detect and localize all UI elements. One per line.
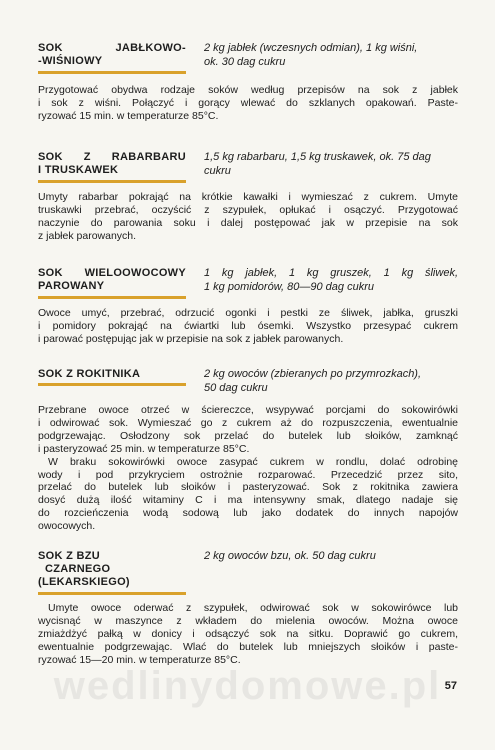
recipe-title (38, 368, 186, 381)
instruction-line: z jabłek parowanych. (38, 229, 137, 242)
recipe-title-line: SOK WIELOOWOCOWY (38, 267, 186, 279)
instruction-line: i odwirować sok. Wymieszać go z cukrem aż do rozpuszczenia, ewentualnie (38, 416, 458, 429)
recipe-title-line: I TRUSKAWEK (38, 164, 119, 176)
instruction-line: Umyte owoce oderwać z szypułek, odwirować sok w sokowirówce lub (48, 602, 458, 614)
instruction-line: truskawki przebrać, oczyścić z szypułek, opłukać i osączyć. Przygotować (38, 203, 458, 216)
instruction-line: owocowych. (38, 520, 96, 533)
recipe-title-line: PAROWANY (38, 280, 105, 292)
title-underline (38, 180, 186, 183)
ingredients (204, 42, 458, 69)
instruction-line: wycisnąć w maszynce z wkładem do mielenia owoców. Można owoce (38, 614, 458, 627)
instruction-line: dosyć dużą ilość witaminy C i ma intensywny smak, dlatego nadaje się (38, 494, 458, 507)
recipe-title-line: SOK Z RABARBARU (38, 151, 186, 163)
instruction-line: Przebrane owoce otrzeć w ściereczce, wsypywać porcjami do sokowirówki (38, 404, 458, 416)
ingredients-line: 1,5 kg rabarbaru, 1,5 kg truskawek, ok. 75 dag (204, 151, 431, 163)
recipe-title-line: SOK JABŁKOWO- (38, 42, 186, 54)
ingredients (204, 550, 458, 564)
ingredients-line: 2 kg owoców (zbieranych po przymrozkach), (204, 368, 422, 380)
instruction-line: Przygotować obydwa rodzaje soków według przepisów na sok z jabłek (38, 84, 458, 96)
instruction-line: ryzować 15—20 min. w temperaturze 85°C. (38, 653, 241, 666)
instruction-line: wody i pod przykryciem ostrożnie rozparować. Przecedzić przez sito, (38, 468, 458, 481)
recipe-instructions (38, 191, 458, 243)
ingredients (204, 151, 458, 178)
instruction-line: ryzować 15 min. w temperaturze 85°C. (38, 109, 219, 122)
page-number: 57 (444, 680, 457, 692)
instruction-line: naczynie do parowania soku i dalej postępować jak w przepisie na sok (38, 216, 458, 229)
recipe-instructions (38, 602, 458, 667)
title-underline (38, 296, 186, 299)
instruction-line: i sok z wiśni. Połączyć i gorący wlewać do szklanych opakowań. Paste- (38, 96, 458, 109)
instruction-line: ewentualnie podgrzewając. Wlać do butelek lub mniejszych słoików i paste- (38, 640, 458, 653)
recipe-instructions (38, 307, 458, 346)
recipe-title-line: CZARNEGO (45, 563, 111, 575)
recipe-title (38, 550, 186, 589)
recipe-title-line: SOK Z ROKITNIKA (38, 368, 141, 380)
title-underline (38, 383, 186, 386)
recipe-title (38, 151, 186, 177)
recipe-instructions (38, 404, 458, 533)
instruction-line: podgrzewając. Osłodzony sok przelać do butelek lub słoików, zamknąć (38, 429, 458, 442)
ingredients (204, 368, 458, 395)
recipe-instructions (38, 84, 458, 123)
title-underline (38, 592, 186, 595)
instruction-line: i parować postępując jak w przepisie na sok z jabłek parowanych. (38, 332, 344, 345)
ingredients-line: 2 kg jabłek (wczesnych odmian), 1 kg wiśni, (204, 42, 418, 54)
instruction-line: zmiażdżyć pałką w donicy i odsączyć sok na sitku. Doprawić go cukrem, (38, 627, 458, 640)
instruction-line: i pomidory pokrająć na ćwiartki lub ósemki. Wszystko przesypać cukrem (38, 319, 458, 332)
instruction-line: Owoce umyć, przebrać, odrzucić ogonki i pestki ze śliwek, jabłka, gruszki (38, 307, 458, 319)
ingredients-line: 50 dag cukru (204, 381, 268, 394)
ingredients-line: 2 kg owoców bzu, ok. 50 dag cukru (204, 550, 376, 562)
ingredients-line: 1 kg pomidorów, 80—90 dag cukru (204, 280, 374, 293)
watermark: wedlinydomowe.pl (53, 664, 442, 708)
ingredients-line: 1 kg jabłek, 1 kg gruszek, 1 kg śliwek, (204, 267, 458, 279)
instruction-line: i pasteryzować 25 min. w temperaturze 85°C. (38, 442, 250, 455)
recipe-title-line: -WIŚNIOWY (38, 55, 103, 67)
ingredients-line: ok. 30 dag cukru (204, 55, 286, 68)
instruction-line: przelać do butelek lub słoików i pasteryzować. Sok z rokitnika zawiera (38, 481, 458, 494)
ingredients-line: cukru (204, 164, 231, 177)
ingredients (204, 267, 458, 294)
instruction-line: W braku sokowirówki owoce zasypać cukrem w rondlu, dolać odrobinę (48, 455, 458, 468)
instruction-line: do rozcieńczenia wodą sodową lub jako dodatek do innych napojów (38, 507, 458, 520)
title-underline (38, 71, 186, 74)
recipe-title (38, 42, 186, 68)
instruction-line: Umyty rabarbar pokrająć na krótkie kawałki i wymieszać z cukrem. Umyte (38, 191, 458, 203)
recipe-title-line: SOK Z BZU (38, 550, 100, 562)
recipe-title (38, 267, 186, 293)
recipe-title-line: (LEKARSKIEGO) (38, 576, 130, 588)
